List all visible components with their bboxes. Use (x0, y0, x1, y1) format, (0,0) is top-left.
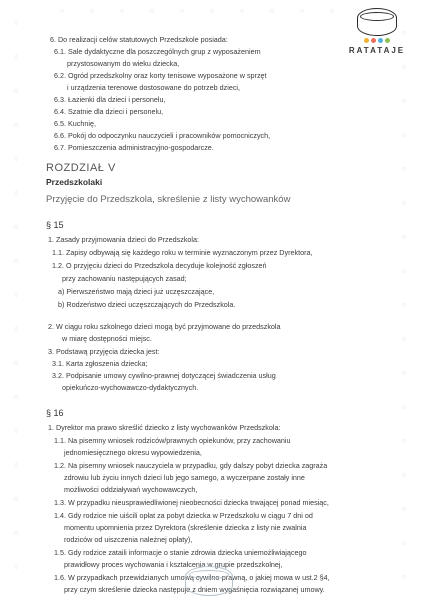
text-line: możliwości oddziaływań wychowawczych, (64, 485, 198, 494)
drum-icon: ○ (150, 8, 155, 15)
drum-icon: ○ (402, 370, 407, 377)
drum-icon: ○ (402, 200, 407, 207)
text-line: opiekuńczo-wychowawczo-dydaktycznych. (62, 383, 199, 392)
drum-icon: ○ (402, 574, 407, 581)
text-line: 1.2. Na pisemny wniosek nauczyciela w przypadku, gdy dalszy pobyt dziecka zagraża (54, 461, 328, 470)
text-line: a) Pierwszeństwo mają dzieci już uczęszczające, (58, 287, 215, 296)
logo-dots (344, 38, 410, 43)
drum-icon: ○ (14, 88, 19, 95)
text-line: 1.1. Na pisemny wniosek rodziców/prawnych opiekunów, przy zachowaniu (54, 436, 291, 445)
text-line: 1.2. O przyjęciu dzieci do Przedszkola decyduje kolejność zgłoszeń (52, 261, 267, 270)
drum-icon: ○ (300, 8, 305, 15)
text-line: 6.1. Sale dydaktyczne dla poszczególnych grup z wyposażeniem (54, 47, 261, 56)
text-line: przy czym skreślenie dziecka następuje z dniem wygaśnięcia rozwiązanej umowy. (64, 585, 325, 594)
text-line: 3.2. Podpisanie umowy cywilno-prawnej dotyczącej świadczenia usług (52, 371, 276, 380)
text-line: 3. Podstawą przyjęcia dziecka jest: (48, 347, 160, 356)
text-line: b) Rodzeństwo dzieci uczęszczających do Przedszkola. (58, 300, 236, 309)
drum-icon: ○ (402, 540, 407, 547)
drum-icon: ○ (60, 8, 65, 15)
drum-icon: ○ (14, 292, 19, 299)
drum-icon: ○ (14, 564, 19, 571)
drum-icon (185, 566, 233, 596)
text-line: 1.6. W przypadkach przewidzianych umową cywilno-prawną, o jakiej mowa w ust.2 §4, (54, 573, 330, 582)
drum-icon: ○ (402, 98, 407, 105)
text-line: 1.3. W przypadku nieusprawiedliwionej nieobecności dziecka trwającej ponad miesiąc, (54, 498, 329, 507)
ratataje-logo (344, 8, 410, 55)
drum-icon: ○ (402, 234, 407, 241)
text-line: 1. Dyrektor ma prawo skreślić dziecko z listy wychowanków Przedszkola: (48, 423, 281, 432)
drum-icon: ○ (402, 404, 407, 411)
drum-icon: ○ (14, 496, 19, 503)
text-line: 6.5. Kuchnię, (54, 119, 96, 128)
drum-icon: ○ (14, 462, 19, 469)
text-line: 6.7. Pomieszczenia administracyjno-gospodarcze. (54, 143, 214, 152)
drum-icon: ○ (14, 20, 19, 27)
chapter-subtitle: Przedszkolaki (46, 177, 103, 187)
text-line: rodziców od uiszczenia należnej opłaty), (64, 535, 193, 544)
drum-icon: ○ (402, 336, 407, 343)
drum-icon: ○ (180, 8, 185, 15)
drum-icon: ○ (402, 268, 407, 275)
text-line: przystosowanym do wieku dziecka, (67, 59, 180, 68)
text-line: i urządzenia terenowe dostosowane do potrzeb dzieci, (67, 83, 241, 92)
paragraph-heading: § 15 (46, 220, 64, 230)
text-line: przy zachowaniu następujących zasad; (62, 274, 187, 283)
drum-icon: ○ (14, 224, 19, 231)
text-line: 6.3. Łazienki dla dzieci i personelu, (54, 95, 166, 104)
drum-icon: ○ (270, 8, 275, 15)
drum-icon: ○ (402, 30, 407, 37)
text-line: 6. Do realizacji celów statutowych Przedszkole posiada: (50, 35, 228, 44)
text-line: 6.2. Ogród przedszkolny oraz korty tenisowe wyposażone w sprzęt (54, 71, 267, 80)
drum-icon: ○ (402, 132, 407, 139)
logo-brand-text: RATATAJE (348, 46, 406, 55)
logo-dot (371, 38, 376, 43)
text-line: momentu upomnienia przez Dyrektora (skreślenie dziecka z listy nie zwalnia (64, 523, 307, 532)
paragraph-heading: § 16 (46, 408, 64, 418)
text-line: 6.6. Pokój do odpoczynku nauczycieli i pracowników pomocniczych, (54, 131, 271, 140)
text-line: 2. W ciągu roku szkolnego dzieci mogą być przyjmowane do przedszkola (48, 322, 281, 331)
drum-icon: ○ (14, 190, 19, 197)
drum-icon: ○ (210, 8, 215, 15)
drum-icon (357, 8, 397, 36)
text-line: jednomiesięcznego okresu wypowiedzenia, (64, 448, 202, 457)
text-line: w miarę dostępności miejsc. (62, 334, 152, 343)
text-line: 3.1. Karta zgłoszenia dziecka; (52, 359, 148, 368)
text-line: zdrowiu lub życiu innych dzieci lub jego samego, a wyczerpane zostały inne (64, 473, 305, 482)
text-line: prawidłowy proces wychowania i kształcenia w grupie przedszkolnej, (64, 560, 283, 569)
drum-icon: ○ (330, 8, 335, 15)
text-line: 1. Zasady przyjmowania dzieci do Przedszkola: (48, 235, 200, 244)
drum-icon: ○ (14, 394, 19, 401)
drum-icon: ○ (14, 360, 19, 367)
drum-icon: ○ (402, 506, 407, 513)
logo-dot (364, 38, 369, 43)
drum-icon: ○ (402, 302, 407, 309)
section-title: Przyjęcie do Przedszkola, skreślenie z listy wychowanków (46, 194, 291, 205)
drum-icon: ○ (14, 530, 19, 537)
drum-icon: ○ (90, 8, 95, 15)
drum-icon: ○ (14, 428, 19, 435)
drum-icon: ○ (402, 64, 407, 71)
logo-dot (385, 38, 390, 43)
text-line: 1.5. Gdy rodzice zataili informacje o stanie zdrowia dziecka uniemożliwiającego (54, 548, 307, 557)
text-line: 6.4. Szatnie dla dzieci i personelu, (54, 107, 164, 116)
drum-icon: ○ (14, 54, 19, 61)
drum-icon: ○ (402, 438, 407, 445)
drum-icon: ○ (240, 8, 245, 15)
text-line: 1.1. Zapisy odbywają się każdego roku w terminie wyznaczonym przez Dyrektora, (52, 248, 313, 257)
text-line: 1.4. Gdy rodzice nie uiścili opłat za pobyt dziecka w Przedszkolu w ciągu 7 dni od (54, 511, 313, 520)
drum-icon: ○ (402, 472, 407, 479)
drum-icon: ○ (14, 326, 19, 333)
drum-icon: ○ (120, 8, 125, 15)
drum-icon: ○ (14, 156, 19, 163)
chapter-title: ROZDZIAŁ V (46, 162, 116, 174)
drum-icon: ○ (402, 166, 407, 173)
logo-dot (378, 38, 383, 43)
drum-icon: ○ (14, 122, 19, 129)
drum-icon: ○ (14, 258, 19, 265)
